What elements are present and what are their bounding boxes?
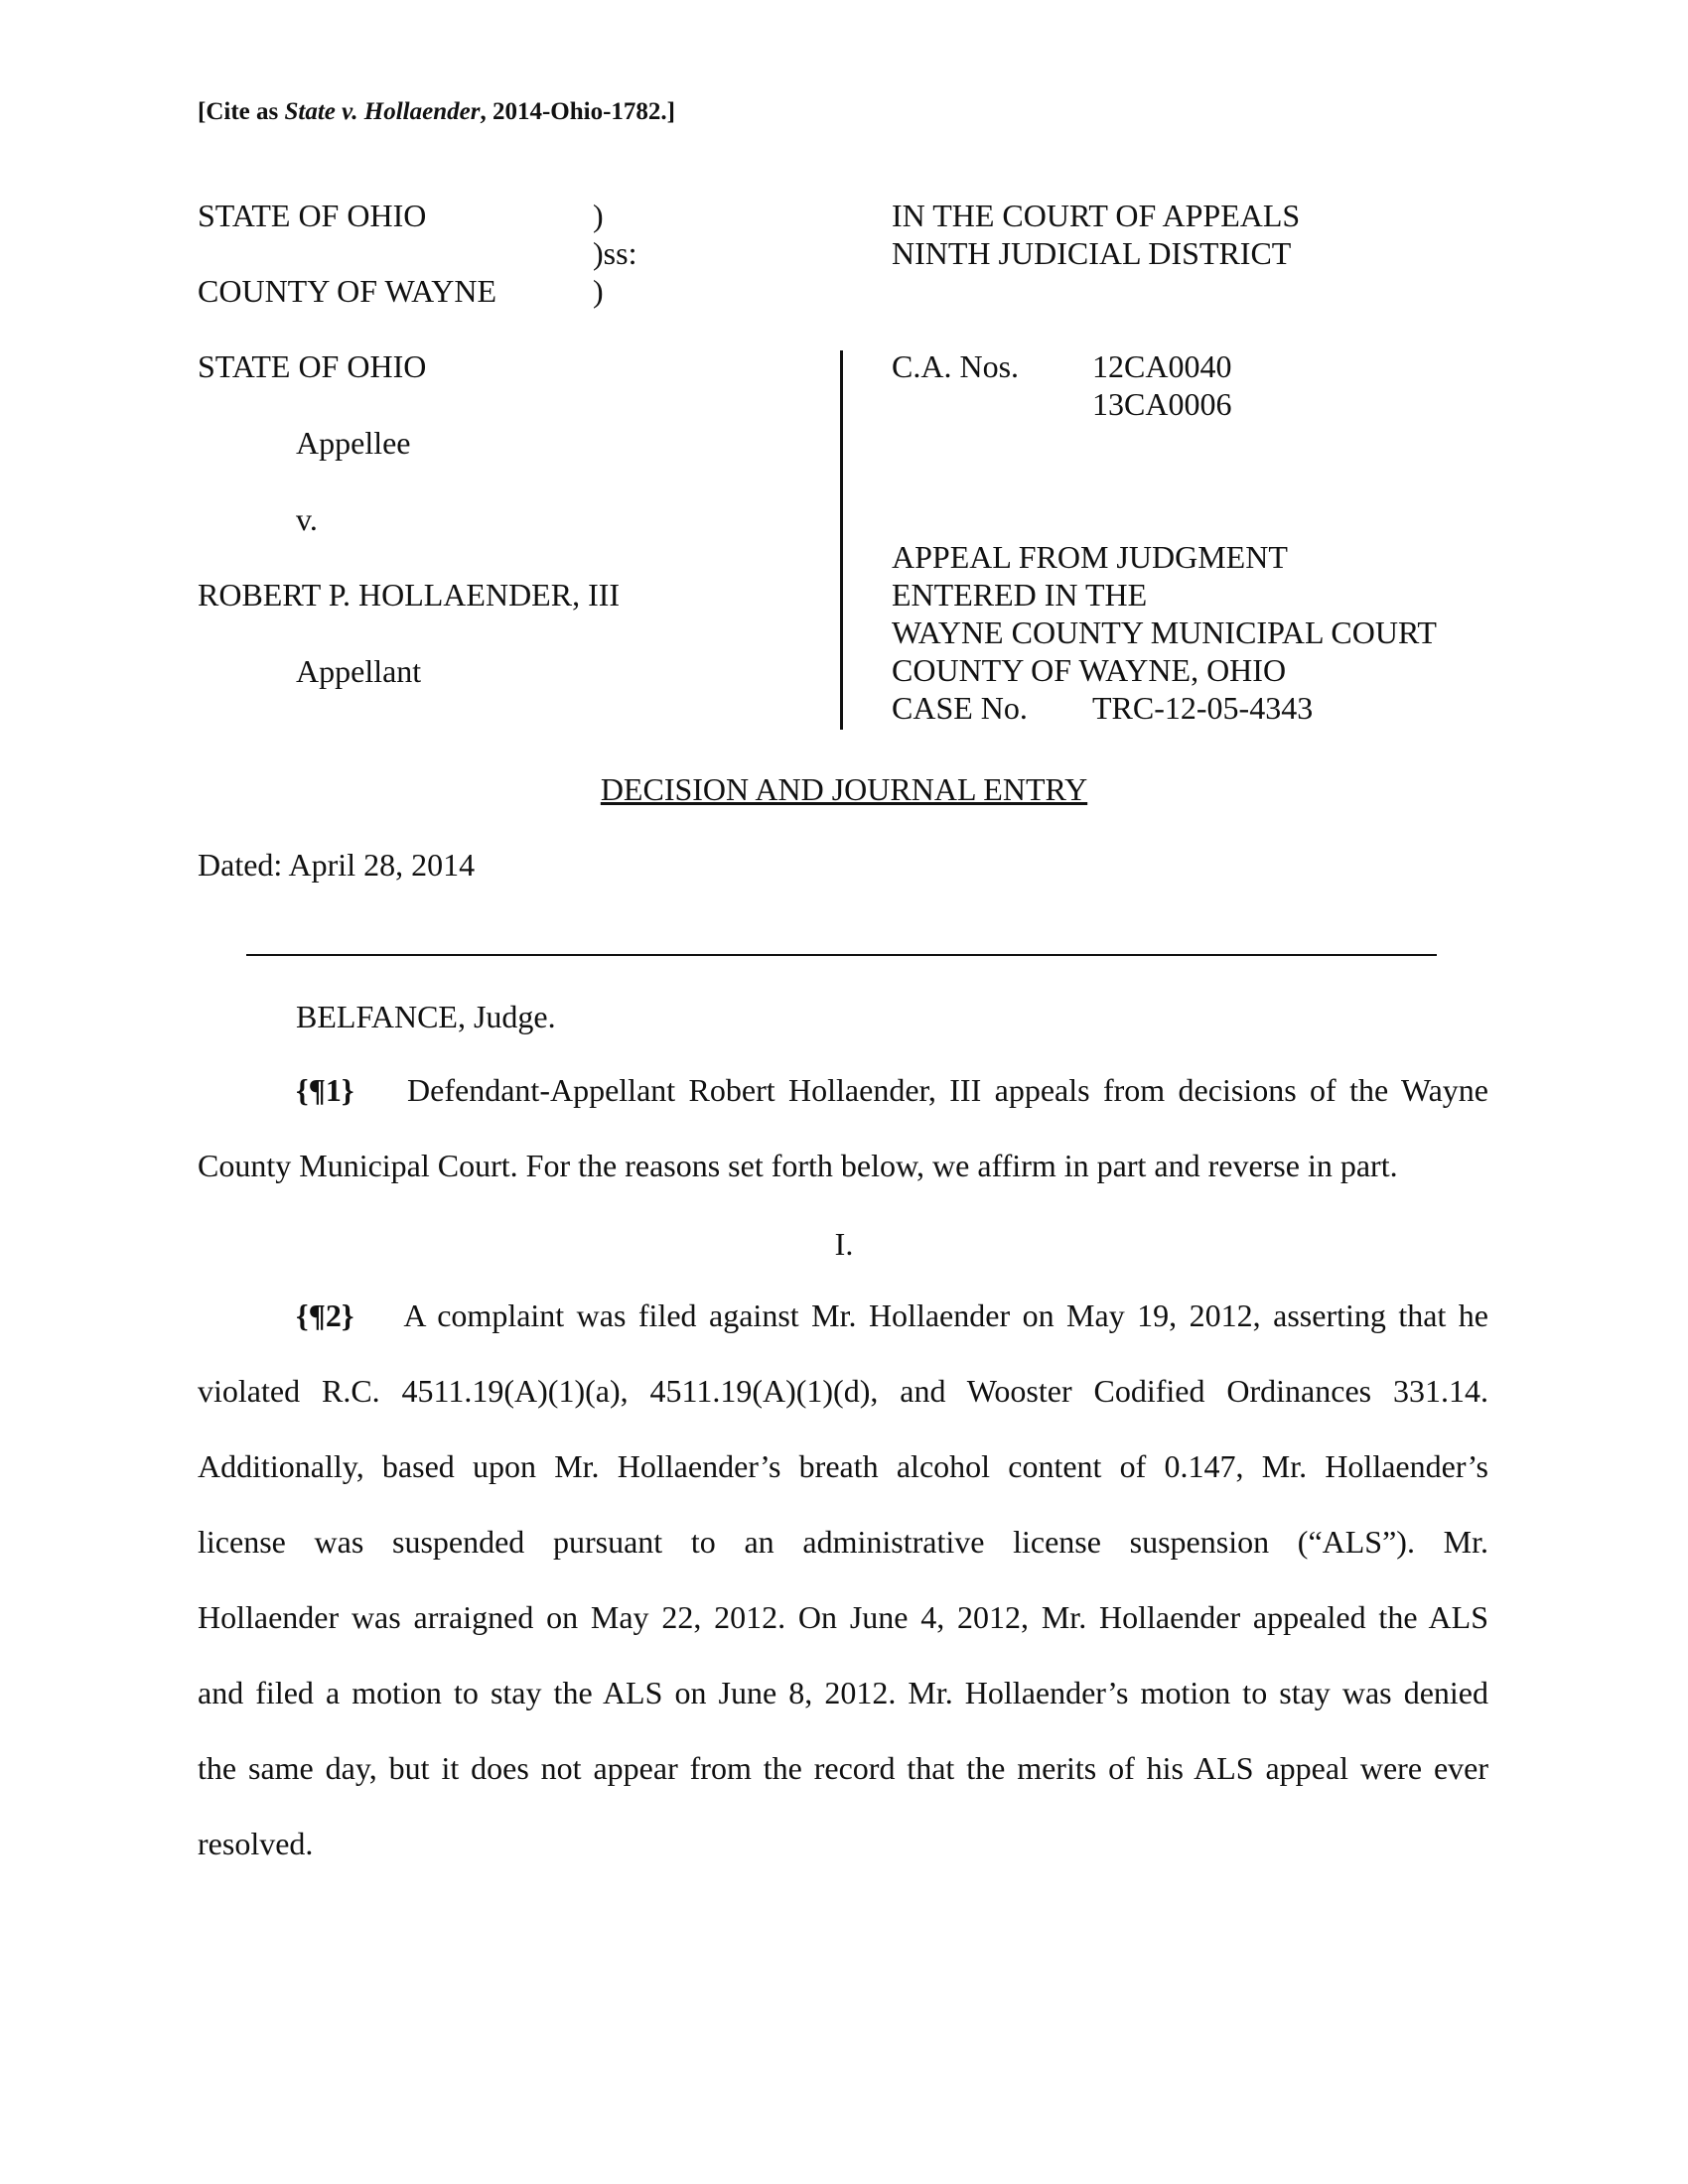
citation-header (198, 97, 675, 127)
separator-rule (246, 954, 1437, 956)
venue-state: STATE OF OHIO (198, 198, 427, 233)
case-label: CASE No. (892, 690, 1028, 726)
paragraph-2-line-3: Additionally, based upon Mr. Hollaender’s breath alcohol content of 0.147, Mr. Hollaender’s (198, 1448, 1488, 1484)
section-heading: I. (834, 1226, 854, 1262)
case-number: TRC-12-05-4343 (1092, 690, 1314, 726)
appellant-role: Appellant (296, 653, 422, 689)
paragraph-2-line-1 (296, 1296, 1488, 1335)
court-name-line-2: NINTH JUDICIAL DISTRICT (892, 235, 1292, 271)
versus: v. (296, 501, 318, 537)
paragraph-1-line-2: County Municipal Court. For the reasons set forth below, we affirm in part and reverse in part. (198, 1148, 1398, 1183)
judge-line: BELFANCE, Judge. (296, 999, 556, 1034)
venue-paren-1: ) (593, 198, 604, 233)
citation-suffix: , 2014-Ohio-1782.] (480, 98, 675, 125)
paragraph-2-line-2: violated R.C. 4511.19(A)(1)(a), 4511.19(A)(1)(d), and Wooster Codified Ordinances 331.14. (198, 1373, 1488, 1409)
paragraph-1-line-1-text: Defendant-Appellant Robert Hollaender, III appeals from decisions of the Wayne (407, 1072, 1489, 1108)
appeal-line-2: ENTERED IN THE (892, 577, 1148, 613)
citation-case-name: State v. Hollaender (284, 98, 481, 125)
ca-label: C.A. Nos. (892, 348, 1020, 384)
dated-line: Dated: April 28, 2014 (198, 847, 476, 883)
paragraph-1-line-1 (296, 1070, 1488, 1110)
paragraph-1-number: {¶1} (296, 1072, 354, 1108)
decision-title: DECISION AND JOURNAL ENTRY (600, 771, 1088, 807)
venue-ss: )ss: (593, 235, 637, 271)
appeal-line-3: WAYNE COUNTY MUNICIPAL COURT (892, 614, 1437, 650)
ca-number-2: 13CA0006 (1092, 386, 1232, 422)
citation-prefix: [Cite as (198, 98, 285, 125)
appellant-name: ROBERT P. HOLLAENDER, III (198, 577, 621, 613)
paragraph-2-line-7: the same day, but it does not appear from the record that the merits of his ALS appeal were ever (198, 1750, 1488, 1786)
paragraph-2-number: {¶2} (296, 1297, 354, 1333)
paragraph-2-line-8: resolved. (198, 1826, 314, 1861)
paragraph-2-line-5: Hollaender was arraigned on May 22, 2012. On June 4, 2012, Mr. Hollaender appealed the ALS (198, 1599, 1488, 1635)
ca-number-1: 12CA0040 (1092, 348, 1232, 384)
paragraph-2-line-6: and filed a motion to stay the ALS on June 8, 2012. Mr. Hollaender’s motion to stay was denied (198, 1675, 1488, 1710)
venue-paren-2: ) (593, 273, 604, 309)
court-name-line-1: IN THE COURT OF APPEALS (892, 198, 1301, 233)
appellee-role: Appellee (296, 425, 411, 461)
venue-county: COUNTY OF WAYNE (198, 273, 497, 309)
paragraph-2-line-4: license was suspended pursuant to an administrative license suspension (“ALS”). Mr. (198, 1524, 1488, 1560)
appeal-line-4: COUNTY OF WAYNE, OHIO (892, 652, 1287, 688)
caption-divider (840, 350, 843, 730)
appeal-line-1: APPEAL FROM JUDGMENT (892, 539, 1288, 575)
appellee-name: STATE OF OHIO (198, 348, 427, 384)
paragraph-2-line-1-text: A complaint was filed against Mr. Hollaender on May 19, 2012, asserting that he (403, 1297, 1489, 1333)
